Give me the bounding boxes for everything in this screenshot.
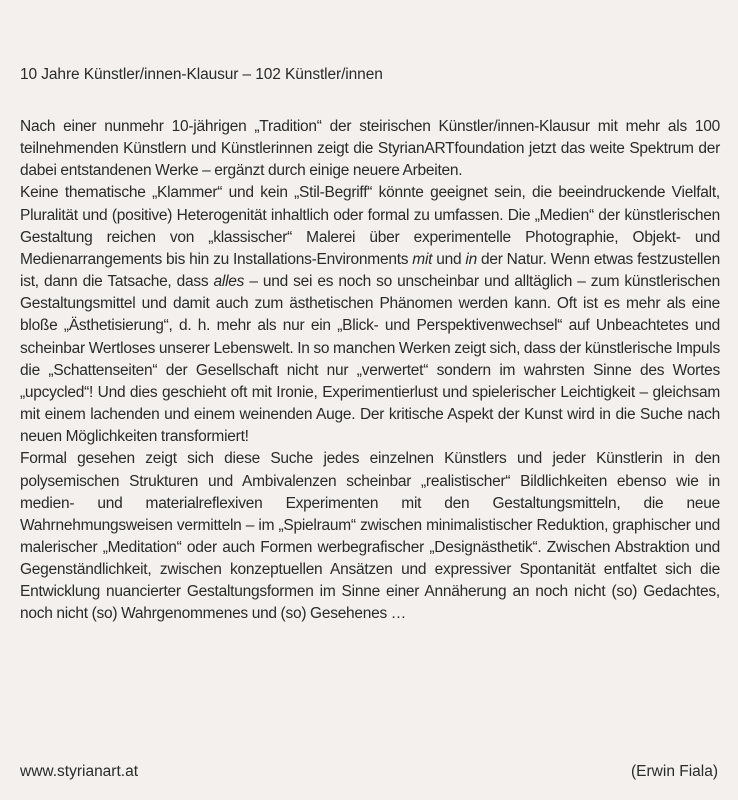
- paragraph-2-text-c: der Natur. Wenn etwas festzustellen ist, dann die Tatsache, dass: [20, 250, 720, 291]
- paragraph-2-text-d: – und sei es noch so unscheinbar und alltäglich – zum künstlerischen Gestaltungsmittel und damit auch zum ästhetischen Phänomen werden kann. Oft ist es mehr als eine bloße „Ästhetisierung“, d. h. mehr als nur ein „Blick- und Perspektivenwechsel“ auf Unbeachtetes und scheinbar Wertloses unserer Lebenswelt. In so manchen Werken zeigt sich, dass der künstlerische Impuls die „Schattenseiten“ der Gesellschaft nicht nur „verwertet“ sondern im wahrsten Sinne des Wortes „upcycled“! Und dies geschieht oft mit Ironie, Experimentierlust und spielerischer Leichtigkeit – gleichsam mit einem lachenden und einem weinenden Auge. Der kritische Aspekt der Kunst wird in die Suche nach neuen Möglichkeiten transformiert!: [20, 273, 721, 446]
- emphasis-in: in: [465, 250, 477, 268]
- emphasis-alles: alles: [213, 273, 245, 291]
- paragraph-2-text-a: Keine thematische „Klammer“ und kein „Stil-Begriff“ könnte geeignet sein, die beeindruckende Vielfalt, Pluralität und (positive) Heterogenität inhaltlich oder formal zu umfassen. Die „Medien“ der künstlerischen Gestaltung reichen von „klassischer“ Malerei über experimentelle Photographie, Objekt- und Medienarrangements bis hin zu Installations-Environments: [20, 184, 720, 268]
- paragraph-1-text: Nach einer nunmehr 10-jährigen „Tradition“ der steirischen Künstler/innen-Klausur mit mehr als 100 teilnehmenden Künstlern und Künstlerinnen zeigt die StyrianARTfoundation jetzt das weite Spektrum der dabei entstandenen Werke – ergänzt durch einige neuere Arbeiten.: [20, 118, 720, 180]
- body-text: [20, 116, 720, 626]
- emphasis-mit: mit: [412, 250, 433, 268]
- paragraph-2-text-b: und: [432, 250, 466, 268]
- page-title: 10 Jahre Künstler/innen-Klausur – 102 Künstler/innen: [20, 66, 383, 83]
- paragraph-1: [20, 116, 720, 182]
- paragraph-2: [20, 182, 720, 448]
- author-signature: (Erwin Fiala): [631, 763, 718, 780]
- website-url: www.styrianart.at: [20, 763, 139, 780]
- paragraph-3-text: Formal gesehen zeigt sich diese Suche jedes einzelnen Künstlers und jeder Künstlerin in den polysemischen Strukturen und Ambivalenzen scheinbar „realistischer“ Bildlichkeiten ebenso wie in medien- und materialreflexiven Experimenten mit den Gestaltungsmitteln, die neue Wahrnehmungsweisen vermitteln – im „Spielraum“ zwischen minimalistischer Reduktion, graphischer und malerischer „Meditation“ oder auch Formen werbegrafischer „Designästhetik“. Zwischen Abstraktion und Gegenständlichkeit, zwischen konzeptuellen Ansätzen und expressiver Spontanität entfaltet sich die Entwicklung nuancierter Gestaltungsformen im Sinne einer Annäherung an noch nicht (so) Gedachtes, noch nicht (so) Wahrgenommenes und (so) Gesehenes …: [20, 450, 720, 623]
- paragraph-3: [20, 448, 720, 625]
